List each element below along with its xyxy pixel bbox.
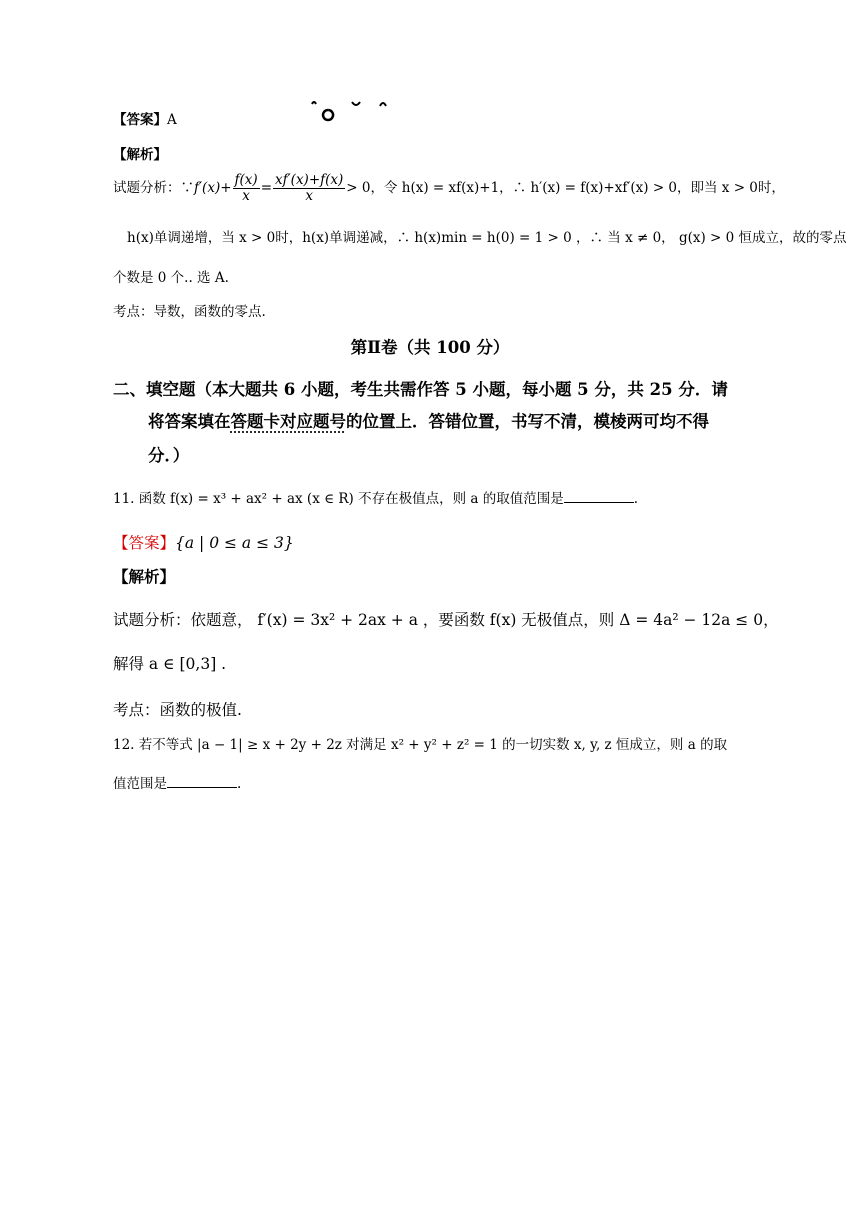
answer-tag: 【答案】 — [113, 112, 167, 128]
q12-stem-line-1: 12. 若不等式 |a − 1| ≥ x + 2y + 2z 对满足 x² + y² + z² = 1 的一切实数 x, y, z 恒成立，则 a 的取 — [113, 737, 728, 753]
answer-blank — [167, 775, 237, 788]
q10-answer-line — [113, 112, 177, 128]
emphasis-dotted: 答题卡对应题号 — [230, 412, 346, 431]
answer-value: {a | 0 ≤ a ≤ 3} — [175, 534, 294, 552]
q11-analysis-line-2: 解得 a ∈ [0,3] . — [113, 655, 227, 673]
answer-tag: 【答案】 — [113, 534, 176, 552]
part-heading: 第Ⅱ卷（共 100 分） — [350, 338, 510, 357]
q11-analysis-line-1: 试题分析：依题意， f′(x) = 3x² + 2ax + a ，要函数 f(x) 无极值点，则 Δ = 4a² − 12a ≤ 0， — [113, 611, 779, 629]
section-instruction-line-3: 分．） — [148, 446, 190, 465]
answer-value: A — [167, 112, 177, 128]
analysis-tag: 【解析】 — [113, 147, 167, 163]
section-instruction-line-1: 二、填空题（本大题共 6 小题，考生共需作答 5 小题，每小题 5 分，共 25 分．请 — [113, 380, 728, 399]
section-instruction-line-2: 将答案填在答题卡对应题号的位置上．答错位置，书写不清，模棱两可均不得 — [148, 412, 709, 431]
scan-artifact-mark — [308, 96, 398, 126]
fraction: $\frac{f(x)}{x}$ — [234, 172, 258, 204]
q10-kaodian: 考点：导数，函数的零点. — [113, 304, 266, 320]
q11-kaodian: 考点：函数的极值. — [113, 701, 242, 719]
q10-analysis-line-1: 试题分析：∵f′(x)+ $\frac{f(x)}{x}$ = $\frac{xf'(x)+f(x)}{x}$ > 0，令 h(x) = xf(x)+1，∴ h′(x) = f(x)+xf′(x) > 0，即当 x > 0时， — [113, 172, 785, 204]
q11-answer-line — [113, 534, 294, 553]
fraction: $\frac{xf'(x)+f(x)}{x}$ — [275, 172, 344, 204]
q11-stem: 11. 函数 f(x) = x³ + ax² + ax (x ∈ R) 不存在极值点，则 a 的取值范围是 . — [113, 491, 639, 507]
q12-stem-line-2: 值范围是 . — [113, 776, 242, 792]
answer-blank — [564, 490, 634, 503]
q10-analysis-line-2: h(x)单调递增，当 x > 0时，h(x)单调递减，∴ h(x)min = h(0) = 1 > 0 ，∴ 当 x ≠ 0， g(x) > 0 恒成立，故的零点 — [127, 230, 847, 246]
analysis-tag: 【解析】 — [113, 567, 176, 586]
q10-analysis-line-3: 个数是 0 个.. 选 A. — [113, 270, 229, 286]
